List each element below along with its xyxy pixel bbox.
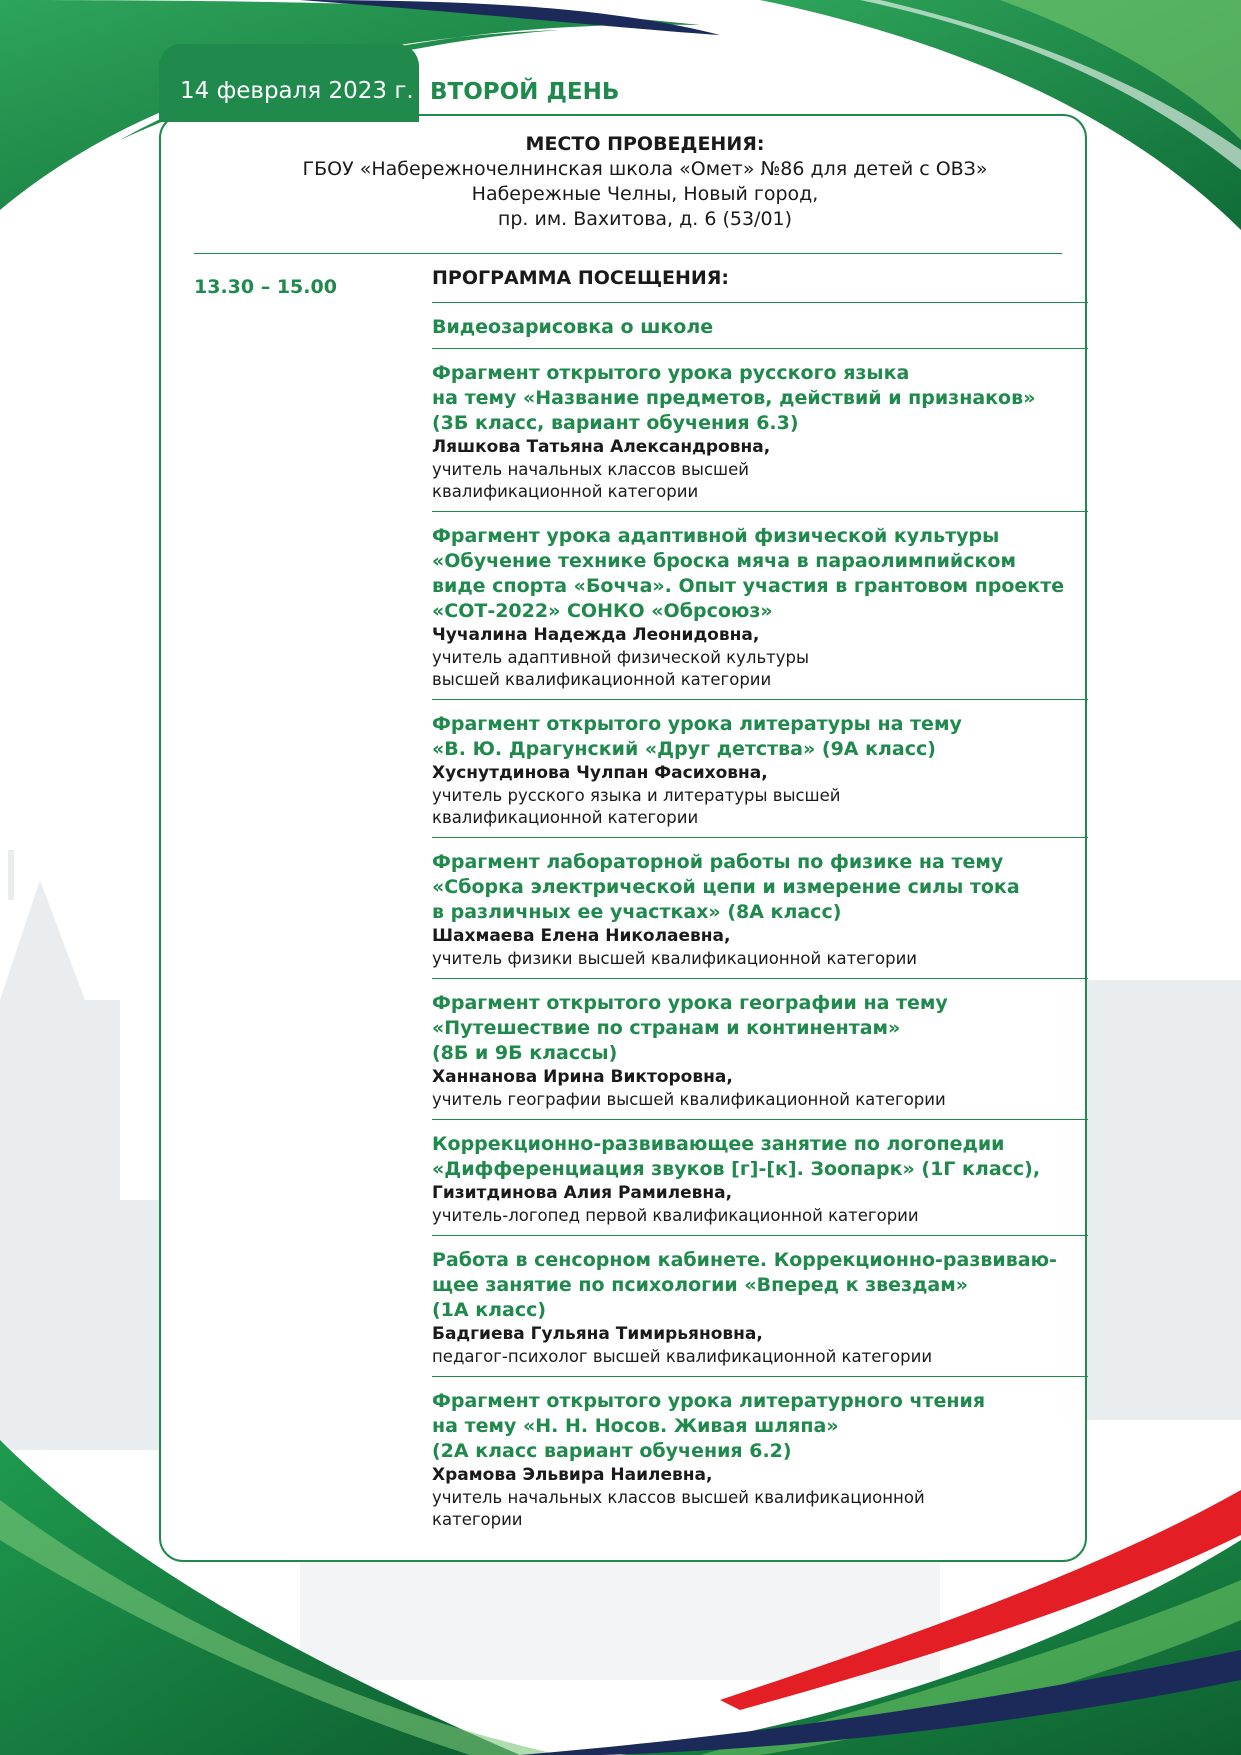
venue-line: ГБОУ «Набережночелнинская школа «Омет» №86 для детей с ОВЗ»	[302, 158, 988, 180]
entry-title: Фрагмент открытого урока географии на тему «Путешествие по странам и континентам» (8Б и 9Б классы)	[432, 992, 948, 1064]
entry-title: Фрагмент урока адаптивной физической культуры «Обучение технике броска мяча в параолимпийском виде спорта «Бочча». Опыт участия в грантовом проекте «СОТ-2022» СОНКО «Обрсоюз»	[432, 525, 1065, 622]
entry-person: Чучалина Надежда Леонидовна,	[432, 625, 760, 645]
entry-title: Фрагмент открытого урока литературного чтения на тему «Н. Н. Носов. Живая шляпа» (2А класс вариант обучения 6.2)	[432, 1390, 986, 1462]
program-entry	[432, 979, 1088, 1120]
entry-role: учитель-логопед первой квалификационной категории	[432, 1206, 919, 1225]
entry-title: Коррекционно-развивающее занятие по логопедии «Дифференциация звуков [г]-[к]. Зоопарк» (1Г класс),	[432, 1133, 1041, 1180]
entry-title: Работа в сенсорном кабинете. Коррекционно-развиваю- щее занятие по психологии «Вперед к звездам» (1А класс)	[432, 1249, 1057, 1321]
entry-role: педагог-психолог высшей квалификационной категории	[432, 1347, 933, 1366]
divider	[194, 253, 1062, 254]
program-entry	[432, 700, 1088, 838]
program-entry	[432, 838, 1088, 979]
venue-line: Набережные Челны, Новый город,	[471, 183, 819, 205]
venue-line: пр. им. Вахитова, д. 6 (53/01)	[497, 208, 793, 230]
day-title: ВТОРОЙ ДЕНЬ	[430, 79, 620, 105]
entry-person: Храмова Эльвира Наилевна,	[432, 1465, 713, 1485]
entry-person: Ляшкова Татьяна Александровна,	[432, 437, 771, 457]
entry-person: Бадгиева Гульяна Тимирьяновна,	[432, 1324, 763, 1344]
program-entry	[432, 1120, 1088, 1236]
program-entry	[432, 349, 1088, 512]
program-entry	[432, 303, 1088, 349]
program-entry	[432, 512, 1088, 700]
entry-title: Фрагмент открытого урока литературы на тему «В. Ю. Драгунский «Друг детства» (9А класс)	[432, 713, 962, 760]
time-slot: 13.30 – 15.00	[194, 276, 337, 298]
entry-title: Фрагмент открытого урока русского языка на тему «Название предметов, действий и признаков» (3Б класс, вариант обучения 6.3)	[432, 362, 1036, 434]
entry-role: учитель географии высшей квалификационной категории	[432, 1090, 946, 1109]
venue-heading: МЕСТО ПРОВЕДЕНИЯ:	[525, 133, 765, 155]
program-entry	[432, 1236, 1088, 1377]
entry-role: учитель русского языка и литературы высшей квалификационной категории	[432, 786, 841, 827]
program-list	[432, 262, 1088, 1539]
program-heading: ПРОГРАММА ПОСЕЩЕНИЯ:	[432, 262, 1088, 303]
entry-title: Фрагмент лабораторной работы по физике на тему «Сборка электрической цепи и измерение силы тока в различных ее участках» (8А класс)	[432, 851, 1020, 923]
entry-title: Видеозарисовка о школе	[432, 316, 714, 338]
entry-role: учитель начальных классов высшей квалификационной категории	[432, 1488, 925, 1529]
entry-person: Ханнанова Ирина Викторовна,	[432, 1067, 733, 1087]
venue-block	[230, 132, 1060, 232]
program-entry	[432, 1377, 1088, 1539]
entry-person: Шахмаева Елена Николаевна,	[432, 926, 731, 946]
entry-role: учитель физики высшей квалификационной категории	[432, 949, 918, 968]
entry-role: учитель адаптивной физической культуры высшей квалификационной категории	[432, 648, 810, 689]
entry-role: учитель начальных классов высшей квалификационной категории	[432, 460, 749, 501]
entry-person: Хуснутдинова Чулпан Фасиховна,	[432, 763, 768, 783]
event-date: 14 февраля 2023 г.	[180, 78, 414, 104]
entry-person: Гизитдинова Алия Рамилевна,	[432, 1183, 733, 1203]
